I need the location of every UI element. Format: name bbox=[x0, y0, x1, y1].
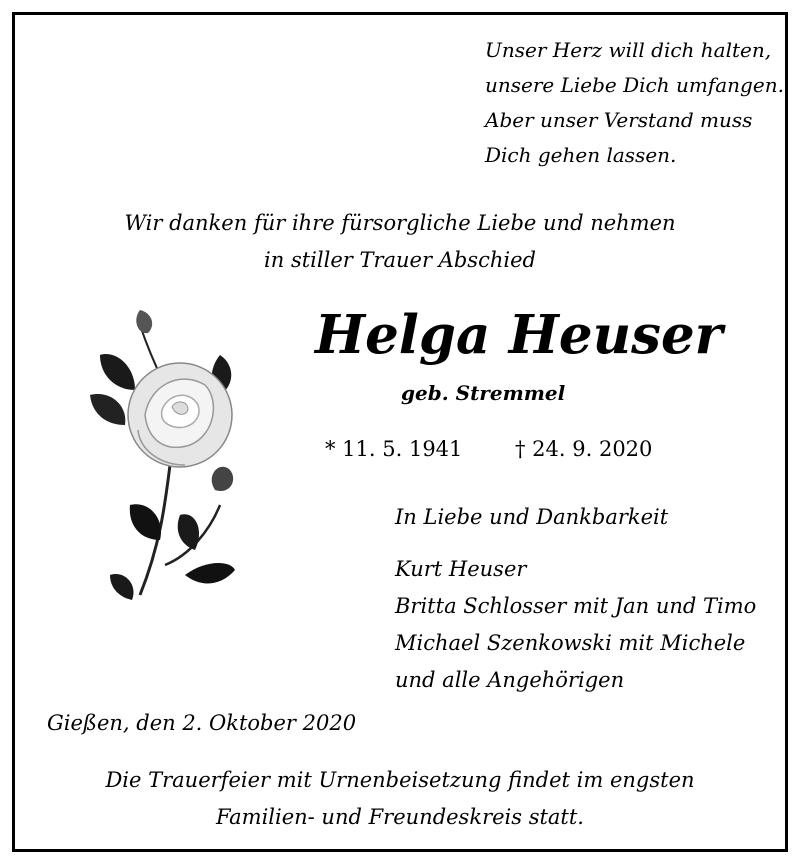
mourners-list bbox=[395, 551, 756, 699]
poem bbox=[485, 33, 784, 173]
poem-line: Dich gehen lassen. bbox=[485, 143, 677, 167]
closing-line: Die Trauerfeier mit Urnenbeisetzung findet im engsten bbox=[105, 768, 695, 792]
poem-line: Unser Herz will dich halten, bbox=[485, 38, 772, 62]
intro-line: in stiller Trauer Abschied bbox=[264, 248, 536, 272]
obituary-frame bbox=[12, 12, 788, 852]
mourner: Kurt Heuser bbox=[395, 557, 527, 581]
poem-line: Aber unser Verstand muss bbox=[485, 108, 753, 132]
closing-line: Familien- und Freundeskreis statt. bbox=[215, 805, 584, 829]
gratitude-line: In Liebe und Dankbarkeit bbox=[395, 505, 669, 529]
mourner: Britta Schlosser mit Jan und Timo bbox=[395, 594, 757, 618]
intro-line: Wir danken für ihre fürsorgliche Liebe und nehmen bbox=[124, 211, 676, 235]
deceased-name: Helga Heuser bbox=[315, 304, 723, 366]
intro-text bbox=[15, 205, 785, 279]
place-date: Gießen, den 2. Oktober 2020 bbox=[47, 711, 357, 735]
death-date: † 24. 9. 2020 bbox=[515, 437, 653, 461]
closing-text bbox=[15, 762, 785, 836]
mourner: und alle Angehörigen bbox=[395, 668, 625, 692]
maiden-name: geb. Stremmel bbox=[401, 381, 566, 405]
mourner: Michael Szenkowski mit Michele bbox=[395, 631, 746, 655]
poem-line: unsere Liebe Dich umfangen. bbox=[485, 73, 784, 97]
rose-icon bbox=[70, 295, 270, 625]
birth-date: * 11. 5. 1941 bbox=[325, 437, 463, 461]
